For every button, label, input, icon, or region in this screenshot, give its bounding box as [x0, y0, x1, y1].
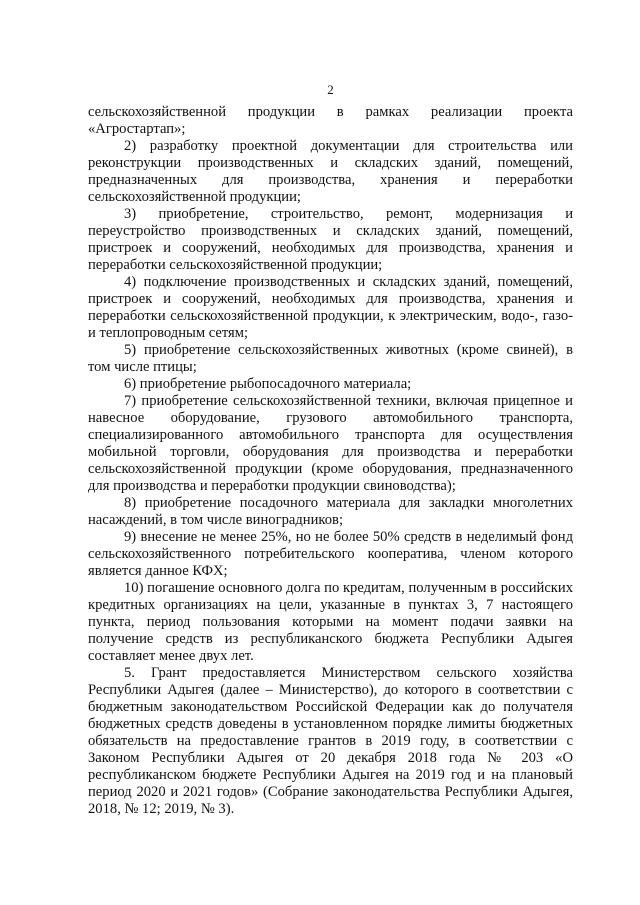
list-item-2: 2) разработку проектной документации для строительства или реконструкции производственных и складских зданий, помещений, предназначенных для производства, хранения и переработки сельскохозяйственной продукции;	[88, 138, 573, 205]
list-item-3: 3) приобретение, строительство, ремонт, модернизация и переустройство производственных и складских зданий, помещений, пристроек и сооружений, необходимых для производства, хранения и переработки сельскохозяйственной продукции;	[88, 206, 573, 273]
page-number: 2	[327, 82, 334, 97]
paragraph-continuation: сельскохозяйственной продукции в рамках реализации проекта «Агростартап»;	[88, 104, 573, 137]
list-item-4: 4) подключение производственных и складских зданий, помещений, пристроек и сооружений, необходимых для производства, хранения и переработки сельскохозяйственной продукции, к электрическим, водо-, газо- и теплопроводным сетям;	[88, 274, 573, 341]
document-body	[88, 104, 573, 818]
list-item-10: 10) погашение основного долга по кредитам, полученным в российских кредитных организациях на цели, указанные в пунктах 3, 7 настоящего пункта, период пользования которыми на момент подачи заявки на получение средств из республиканского бюджета Республики Адыгея составляет менее двух лет.	[88, 580, 573, 664]
list-item-9: 9) внесение не менее 25%, но не более 50% средств в неделимый фонд сельскохозяйственного потребительского кооператива, членом которого является данное КФХ;	[88, 529, 573, 579]
clause-5-paragraph: 5. Грант предоставляется Министерством сельского хозяйства Республики Адыгея (далее – Министерство), до которого в соответствии с бюджетным законодательством Российской Федерации как до получателя бюджетных средств доведены в установленном порядке лимиты бюджетных обязательств на предоставление грантов в 2019 году, в соответствии с Законом Республики Адыгея от 20 декабря 2018 года № 203 «О республиканском бюджете Республики Адыгея на 2019 год и на плановый период 2020 и 2021 годов» (Собрание законодательства Республики Адыгея, 2018, № 12; 2019, № 3).	[88, 665, 573, 817]
list-item-5: 5) приобретение сельскохозяйственных животных (кроме свиней), в том числе птицы;	[88, 342, 573, 375]
list-item-6: 6) приобретение рыбопосадочного материала;	[124, 376, 412, 392]
list-item-8: 8) приобретение посадочного материала для закладки многолетних насаждений, в том числе виноградников;	[88, 495, 573, 528]
list-item-7: 7) приобретение сельскохозяйственной техники, включая прицепное и навесное оборудование, грузового автомобильного транспорта, специализированного автомобильного транспорта для осуществления мобильной торговли, оборудования для производства и переработки сельскохозяйственной продукции (кроме оборудования, предназначенного для производства и переработки продукции свиноводства);	[88, 393, 573, 494]
